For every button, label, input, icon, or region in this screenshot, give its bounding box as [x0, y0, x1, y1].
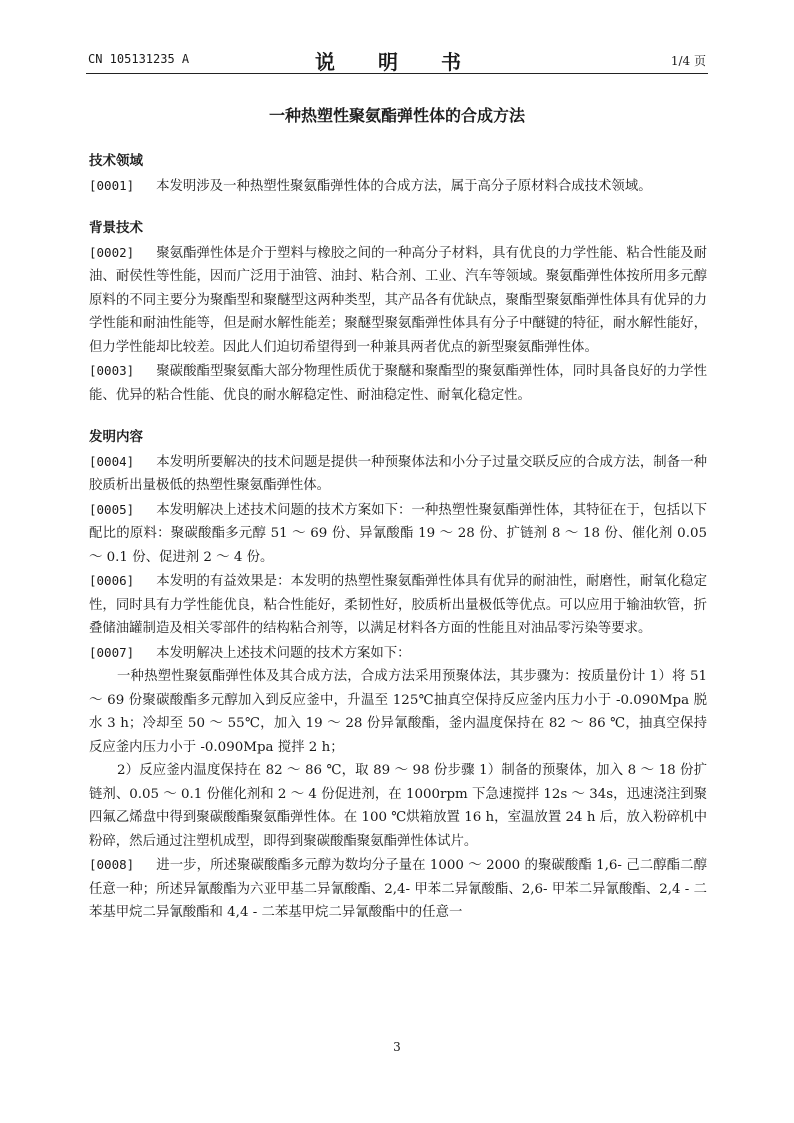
header-divider — [86, 73, 708, 74]
paragraph — [89, 241, 707, 360]
paragraph-number: [0007] — [89, 644, 135, 660]
paragraph-text: 2）反应釜内温度保持在 82 ～ 86 ℃，取 89 ～ 98 份步骤 1）制备的预聚体，加入 8 ～ 18 份扩链剂、0.05 ～ 0.1 份催化剂和 2 ～ 4 份促进剂，在 1000rpm 下急速搅拌 12s ～ 34s，迅速浇注到聚四氟乙烯盘中得到聚碳酸酯聚氨酯弹性体。在 100 ℃烘箱放置 16 h，室温放置 24 h 后，放入粉碎机中粉碎，然后通过注塑机成型，即得到聚碳酸酯聚氨酯弹性体试片。 — [89, 763, 707, 849]
paragraph-text: 本发明所要解决的技术问题是提供一种预聚体法和小分子过量交联反应的合成方法，制备一种胶质析出量极低的热塑性聚氨酯弹性体。 — [89, 454, 707, 493]
paragraph-number: [0004] — [89, 453, 135, 469]
paragraph-text: 本发明的有益效果是：本发明的热塑性聚氨酯弹性体具有优异的耐油性，耐磨性，耐氧化稳定性，同时具有力学性能优良，粘合性能好，柔韧性好，胶质析出量极低等优点。可以应用于输油软管，折叠储油罐制造及相关零部件的结构粘合剂等，以满足材料各方面的性能且对油品零污染等要求。 — [89, 574, 707, 636]
page-of-count: 1/4 页 — [670, 54, 706, 68]
paragraph — [89, 498, 707, 570]
paragraph — [89, 853, 707, 925]
section-heading: 技术领域 — [89, 153, 143, 169]
paragraph — [89, 759, 707, 853]
paragraph — [89, 641, 707, 666]
paragraph — [89, 450, 707, 498]
paragraph-text: 本发明涉及一种热塑性聚氨酯弹性体的合成方法，属于高分子原材料合成技术领域。 — [156, 178, 652, 194]
paragraph — [89, 174, 707, 199]
paragraph — [89, 569, 707, 641]
patent-number: CN 105131235 A — [88, 52, 190, 66]
paragraph-number: [0001] — [89, 177, 135, 193]
paragraph-text: 进一步，所述聚碳酸酯多元醇为数均分子量在 1000 ～ 2000 的聚碳酸酯 1,6- 己二醇酯二醇任意一种；所述异氰酸酯为六亚甲基二异氰酸酯、2,4- 甲苯二异氰酸酯、2,6- 甲苯二异氰酸酯、2,4 - 二苯基甲烷二异氰酸酯和 4,4 - 二苯基甲烷二异氰酸酯中的任意一 — [89, 858, 707, 920]
paragraph-text: 本发明解决上述技术问题的技术方案如下：一种热塑性聚氨酯弹性体，其特征在于，包括以下配比的原料：聚碳酸酯多元醇 51 ～ 69 份、异氰酸酯 19 ～ 28 份、扩链剂 8 ～ 18 份、催化剂 0.05 ～ 0.1 份、促进剂 2 ～ 4 份。 — [89, 502, 707, 565]
paragraph — [89, 359, 707, 407]
paragraph-text: 本发明解决上述技术问题的技术方案如下： — [156, 645, 411, 661]
paragraph-number: [0003] — [89, 363, 135, 378]
document-body — [89, 150, 707, 925]
paragraph-text: 聚碳酸酯型聚氨酯大部分物理性质优于聚醚和聚酯型的聚氨酯弹性体，同时具备良好的力学性能、优异的粘合性能、优良的耐水解稳定性、耐油稳定性、耐氧化稳定性。 — [89, 364, 707, 403]
paragraph-text: 一种热塑性聚氨酯弹性体及其合成方法，合成方法采用预聚体法，其步骤为：按质量份计 1）将 51 ～ 69 份聚碳酸酯多元醇加入到反应釜中，升温至 125℃抽真空保持反应釜内压力小于 -0.090Mpa 脱水 3 h；冷却至 50 ～ 55℃，加入 19 ～ 28 份异氰酸酯，釜内温度保持在 82 ～ 86 ℃，抽真空保持反应釜内压力小于 -0.090Mpa 搅拌 2 h； — [89, 669, 707, 755]
paragraph-number: [0005] — [89, 501, 135, 517]
section-heading: 发明内容 — [89, 429, 143, 445]
paragraph-number: [0008] — [89, 857, 135, 872]
document-type: 说 明 书 — [315, 50, 479, 74]
paragraph-text: 聚氨酯弹性体是介于塑料与橡胶之间的一种高分子材料，具有优良的力学性能、粘合性能及耐油、耐侯性等性能，因而广泛用于油管、油封、粘合剂、工业、汽车等领域。聚氨酯弹性体按所用多元醇原料的不同主要分为聚酯型和聚醚型这两种类型，其产品各有优缺点，聚酯型聚氨酯弹性体具有优异的力学性能和耐油性能等，但是耐水解性能差；聚醚型聚氨酯弹性体具有分子中醚键的特征，耐水解性能好，但力学性能却比较差。因此人们迫切希望得到一种兼具两者优点的新型聚氨酯弹性体。 — [89, 245, 707, 355]
paragraph — [89, 665, 707, 759]
document-title: 一种热塑性聚氨酯弹性体的合成方法 — [268, 106, 525, 125]
paragraph-number: [0002] — [89, 244, 135, 260]
section-heading: 背景技术 — [89, 220, 143, 236]
paragraph-number: [0006] — [89, 573, 135, 588]
page-number: 3 — [393, 1040, 401, 1054]
